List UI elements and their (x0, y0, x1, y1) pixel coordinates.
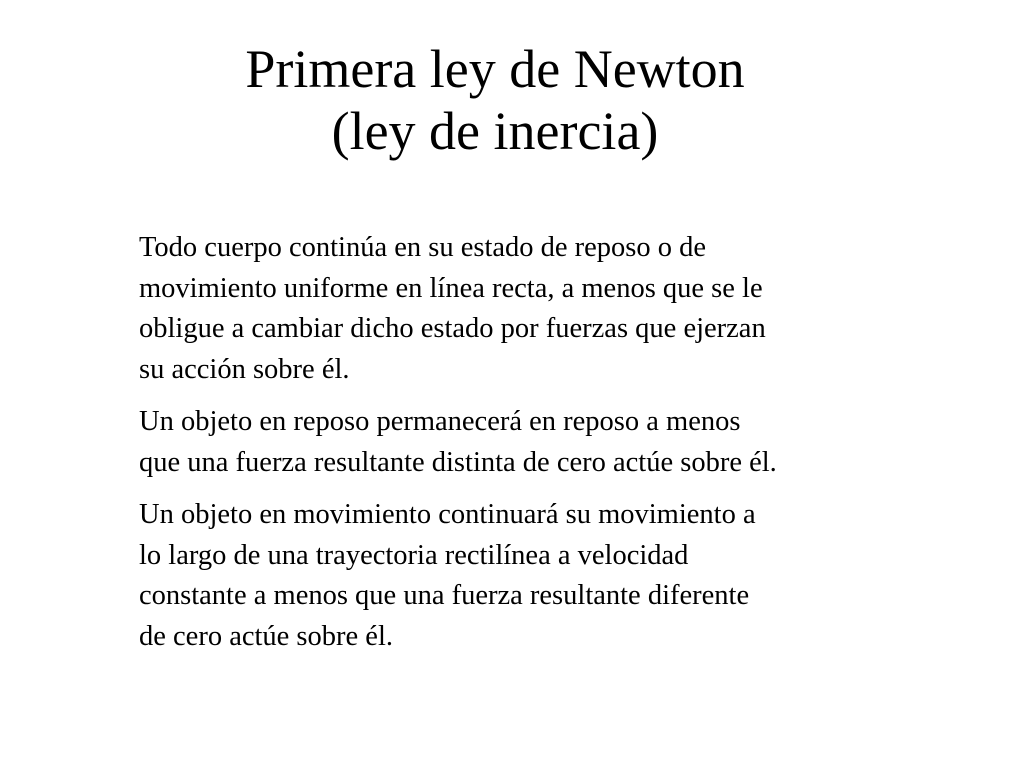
slide-title-line-1: Primera ley de Newton (245, 39, 745, 99)
paragraph-rest: Un objeto en reposo permanecerá en reposo a menos que una fuerza resultante distinta de cero actúe sobre él. (139, 406, 777, 478)
slide-body (139, 228, 929, 669)
paragraph-definition: Todo cuerpo continúa en su estado de reposo o de movimiento uniforme en línea recta, a menos que se le obligue a cambiar dicho estado por fuerzas que ejerzan su acción sobre él. (139, 232, 766, 385)
paragraph-motion: Un objeto en movimiento continuará su movimiento a lo largo de una trayectoria rectilínea a velocidad constante a menos que una fuerza resultante diferente de cero actúe sobre él. (139, 499, 756, 652)
slide-title (0, 38, 990, 162)
slide-title-line-2: (ley de inercia) (331, 101, 659, 161)
